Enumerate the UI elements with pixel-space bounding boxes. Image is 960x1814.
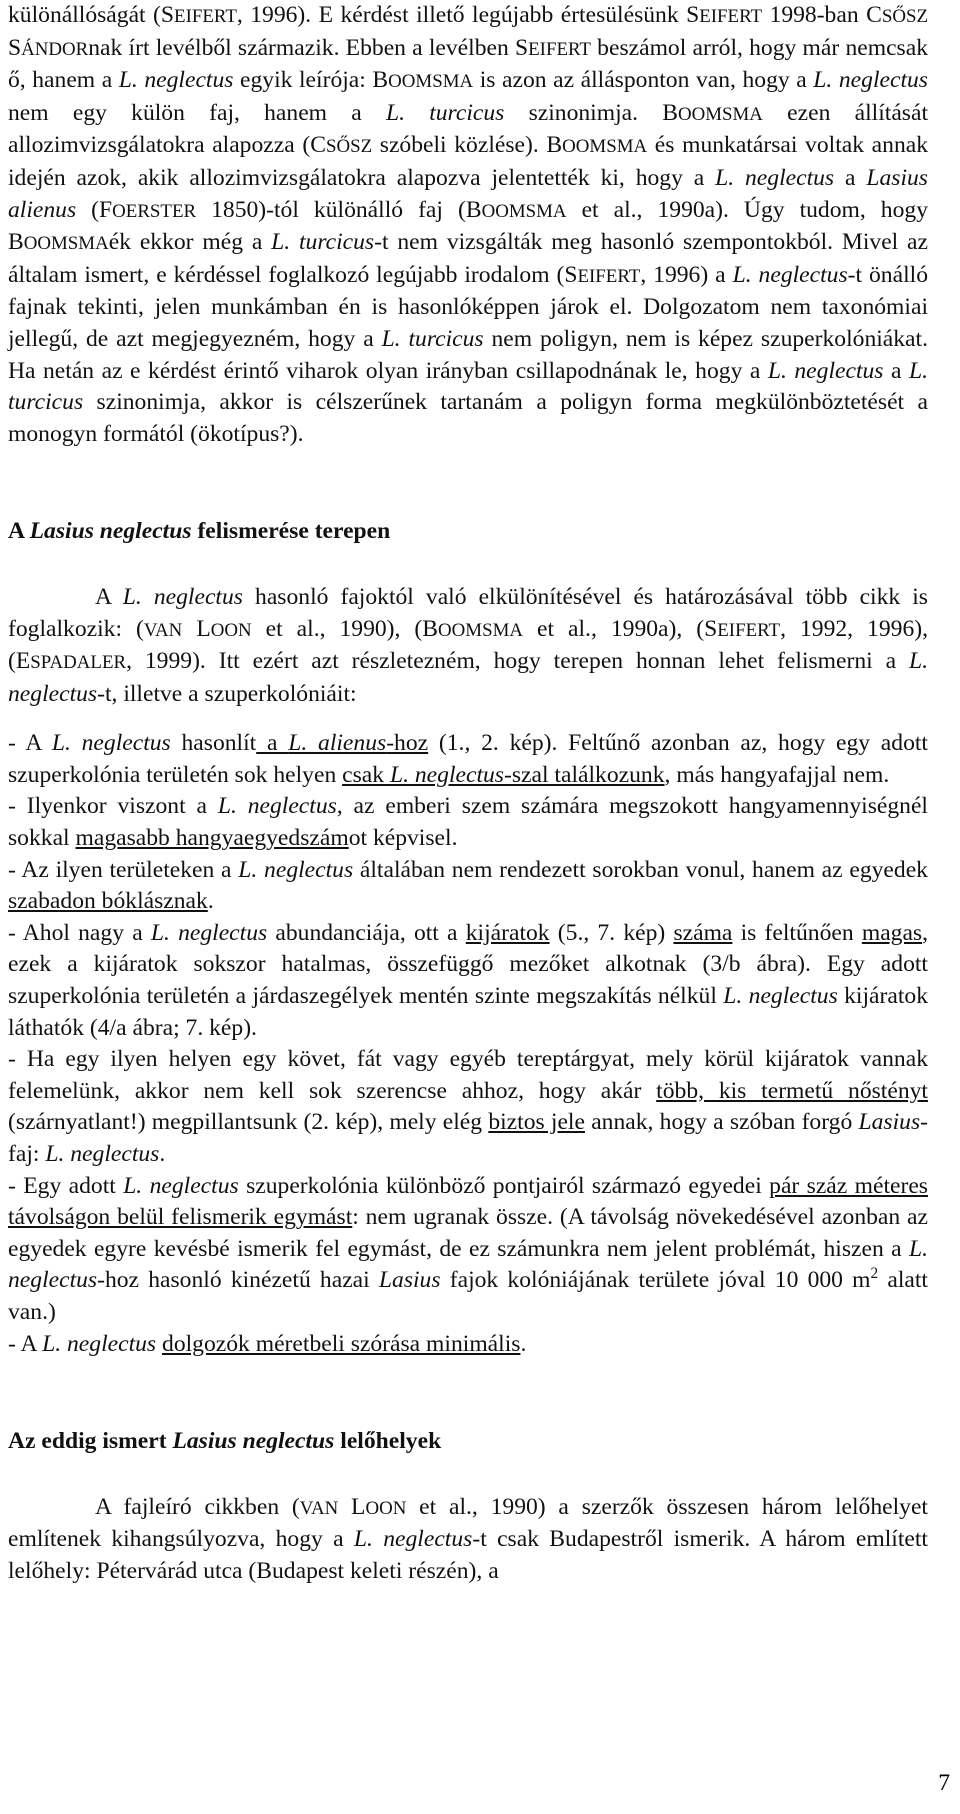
text-run: SŐSZ (325, 136, 373, 158)
text-run: -t csak Budapestről ismerik. A három említett lelőhely: Pétervárád utca (Budapest keleti részén), a (8, 1526, 928, 1584)
text-run: - Egy adott (8, 1172, 124, 1199)
text-run: és munkatársai voltak annak idején azok, akik allozimvizsgálatokra alapozva jelentették ki, hogy a (8, 132, 929, 191)
text-run: . (159, 1141, 166, 1167)
text-run: OERSTER (112, 200, 197, 222)
text-run: S (515, 34, 529, 61)
text-run: OOMSMA (23, 233, 109, 255)
text-run: S (8, 34, 22, 61)
text-run: A fajleíró cikkben ( (95, 1493, 300, 1520)
text-run: nem egy külön faj, hanem a (8, 99, 386, 126)
text-run: -t önálló fajnak tekinti, jelen munkámban én is hasonlóképpen járok el. Dolgozatom nem taxonómiai jellegű, de azt megjegyezném, hogy a (8, 261, 928, 352)
text-run: magas (861, 919, 923, 946)
text-run: L. neglectus (45, 1141, 160, 1167)
text-run: 1998-ban (762, 2, 867, 28)
text-run: hasonlít (170, 730, 257, 757)
text-run: L. alienus (288, 730, 387, 757)
text-run: S (686, 2, 700, 28)
text-run: hasonló fajoktól való elkülönítésével és határozásával több cikk is foglalkozik: ( (8, 583, 928, 642)
document-page (8, 0, 928, 1588)
text-run: (szárnyatlant!) megpillantsunk (2. kép), mely elég (8, 1109, 489, 1136)
text-run: C (866, 2, 882, 28)
text-run: L. neglectus (51, 730, 171, 757)
text-run: egyik leírója: (233, 67, 373, 94)
text-run: . (207, 888, 214, 915)
text-run: SŐSZ (881, 6, 928, 27)
text-run (338, 1494, 351, 1520)
text-run: -szal találkozunk (504, 761, 665, 788)
text-run: a (834, 164, 867, 191)
text-run: B (662, 99, 678, 126)
text-run: L. turcicus (271, 229, 375, 256)
text-run: ( (76, 196, 100, 223)
text-run: nak írt levélből származik. Ebben a levélben (88, 34, 515, 61)
text-run: Lasius alienus (8, 164, 928, 223)
text-run: VAN (299, 1497, 339, 1519)
text-run: , 1992, 1996), ( (8, 615, 928, 675)
text-run: B (372, 67, 389, 94)
text-run: az emberi szem számára megszokott hangyamennyiségnél sokkal (8, 793, 928, 852)
text-run: Lasius neglectus (29, 518, 192, 545)
text-run: Lasius (378, 1267, 441, 1294)
text-run: L. neglectus (118, 67, 234, 94)
bullet-item (8, 728, 928, 791)
text-run: B (465, 196, 482, 223)
text-run: - Ilyenkor viszont a (8, 793, 218, 820)
text-run: L (196, 615, 211, 642)
text-run: szinonimja. (504, 99, 663, 126)
text-run: OOMSMA (677, 103, 763, 125)
text-run: L. neglectus (723, 983, 838, 1010)
text-run (182, 616, 196, 642)
text-run: . (520, 1330, 527, 1357)
text-run: L. neglectus (122, 583, 243, 610)
text-run: 2 (870, 1265, 879, 1283)
text-run: kijáratok (465, 919, 550, 946)
text-run: - Az ilyen területeken a (8, 856, 239, 883)
text-run: -hoz (386, 730, 429, 757)
paragraph-known-locations (8, 1492, 928, 1588)
text-run: szabadon bóklásznak (8, 888, 208, 915)
text-run: , ezek a kijáratok sokszor hatalmas, összefüggő mezőket alkotnak (3/b ábra). Egy adott szuperkolónia területén a járdaszegélyek mentén szinte megszakítás nélkül (8, 919, 929, 1010)
text-run: lelőhelyek (334, 1428, 442, 1455)
text-run: C (310, 132, 326, 159)
text-run: , 1996) a (640, 261, 733, 288)
text-run: annak, hogy a szóban forgó (584, 1109, 859, 1136)
text-run: OOMSMA (562, 136, 648, 158)
text-run: szinonimja, akkor is célszerűnek tartanám a poligyn forma megkülönböztetését a monogyn formától (ökotípus?). (8, 389, 928, 447)
text-run: csak (342, 761, 390, 788)
text-run: -hoz hasonló kinézetű hazai (97, 1267, 379, 1294)
paragraph-identification-intro (8, 582, 928, 710)
text-run: abundanciája, ott a (267, 919, 466, 946)
bullet-item (8, 1171, 928, 1329)
text-run: ot képvisel. (348, 825, 458, 852)
text-run: EIFERT (699, 6, 763, 27)
text-run: L. neglectus (8, 648, 928, 707)
text-run: VAN (143, 619, 183, 641)
text-run: S (160, 2, 175, 28)
text-run: dolgozók méretbeli szórása minimális (162, 1330, 521, 1357)
spacer (8, 1360, 928, 1426)
text-run: (1., 2. kép). Feltűnő azonban az, hogy egy adott szuperkolónia területén sok helyen (8, 730, 928, 788)
text-run: L. neglectus (715, 164, 835, 191)
text-run: et al., 1990a). Úgy tudom, hogy (566, 196, 928, 223)
text-run: - Ha egy ilyen helyen egy követ, fát vagy egyéb tereptárgyat, mely körül kijáratok vannak felemelünk, akkor nem kell sok szerencse ahhoz, hogy akár (8, 1046, 928, 1104)
text-run: L. neglectus (42, 1330, 157, 1357)
text-run: alatt van.) (8, 1267, 928, 1325)
text-run: - A (8, 730, 52, 757)
text-run: (5., 7. kép) (549, 919, 674, 946)
text-run: L. neglectus (150, 919, 268, 946)
section-heading-field-identification (8, 516, 928, 548)
text-run: fajok kolóniájának területe jóval 10 000 m (440, 1267, 871, 1294)
text-run: szóbeli közlése). (372, 132, 547, 159)
text-run: , 1996). E kérdést illető legújabb értesülésünk (236, 2, 687, 28)
text-run: beszámol arról, hogy már nemcsak ő, hanem a (8, 34, 928, 94)
text-run: Lasius neglectus (172, 1428, 335, 1455)
spacer (8, 1458, 928, 1492)
text-run: több, kis termetű nőstényt (656, 1077, 928, 1104)
text-run: szuperkolónia különböző pontjairól származó egyedei (238, 1172, 770, 1199)
text-run: felismerése terepen (191, 518, 391, 545)
text-run: OON (365, 1497, 407, 1519)
text-run: B (422, 615, 439, 642)
text-run: A (95, 583, 123, 610)
text-run: - A (8, 1330, 43, 1357)
text-run: OOMSMA (388, 71, 474, 93)
text-run: OON (210, 619, 252, 641)
text-run: -t nem vizsgálták meg hasonló szempontokból. Mivel az általam ismert, e kérdéssel foglalkozó legújabb irodalom ( (8, 229, 929, 288)
text-run: B (546, 132, 563, 159)
text-run: EIFERT (717, 619, 781, 641)
text-run: -t, illetve a szuperkolóniáit: (97, 680, 357, 707)
bullet-item (8, 855, 928, 918)
text-run: S (704, 615, 718, 642)
text-run: : nem ugranak össze. (A távolság növekedésével azonban az egyedek egyre kevésbé ismerik fel egymást, de ez számunkra nem jelent problémát, hiszen a (8, 1204, 928, 1262)
text-run: , 1999). Itt ezért azt részletezném, hogy terepen honnan lehet felismerni a (126, 648, 909, 675)
identification-bullet-list (8, 728, 928, 1360)
page-number: 7 (938, 1770, 950, 1796)
bullet-item (8, 1329, 928, 1361)
section-heading-known-locations (8, 1426, 928, 1458)
text-run: ék ekkor még a (108, 229, 272, 256)
text-run: EIFERT (577, 265, 641, 287)
text-run: ezen állítását allozimvizsgálatokra alapozza ( (8, 99, 928, 159)
text-run: L. turcicus (8, 357, 928, 416)
text-run: -faj: (8, 1109, 928, 1167)
text-run: 1850)-tól különálló faj ( (196, 196, 466, 223)
text-run: száma (673, 919, 733, 946)
text-run: L. neglectus (8, 1235, 928, 1294)
text-run: OOMSMA (481, 200, 567, 222)
text-run: L (351, 1493, 366, 1520)
spacer (8, 548, 928, 582)
bullet-item (8, 1044, 928, 1170)
text-run: L. neglectus (732, 261, 848, 288)
text-run: et al., 1990) a szerzők összesen három lelőhelyet említenek kihangsúlyozva, hogy a (8, 1493, 928, 1553)
bullet-item (8, 918, 928, 1044)
text-run: pár száz méteres távolságon belül felismerik egymást (8, 1172, 928, 1231)
text-run: L. turcicus (381, 325, 484, 352)
text-run: F (99, 196, 113, 223)
spacer (8, 710, 928, 728)
text-run: nem poligyn, nem is képez szuperkolóniákat. Ha netán az e kérdést érintő viharok olyan irányban csillapodnának le, hogy a (8, 325, 928, 384)
text-run: ÁNDOR (21, 38, 89, 60)
text-run: különállóságát ( (8, 2, 161, 28)
text-run: L. neglectus (767, 357, 884, 384)
text-run: et al., 1990), ( (251, 615, 423, 642)
text-run: A (8, 518, 30, 545)
text-run: L. neglectus (353, 1526, 473, 1553)
text-run: L. neglectus (813, 67, 928, 94)
text-run: L. neglectus, (217, 793, 343, 820)
text-run: is azon az állásponton van, hogy a (473, 67, 814, 94)
text-run: L. neglectus (238, 856, 354, 883)
text-run: et al., 1990a), ( (523, 615, 705, 642)
text-run: Lasius (858, 1109, 921, 1136)
text-run: magasabb hangyaegyedszám (75, 825, 349, 852)
text-run: L. turcicus (385, 99, 505, 126)
text-run: SPADALER (30, 652, 127, 674)
text-run: - Ahol nagy a (8, 919, 151, 946)
text-run: EIFERT (174, 6, 237, 27)
text-run: a (883, 357, 909, 384)
text-run: EIFERT (528, 38, 591, 60)
spacer (8, 450, 928, 516)
text-run: OOMSMA (438, 619, 524, 641)
bullet-item (8, 791, 928, 854)
text-run: általában nem rendezett sorokban vonul, hanem az egyedek (353, 856, 928, 883)
text-run: biztos jele (488, 1109, 585, 1136)
text-run: L. neglectus (123, 1172, 239, 1199)
text-run: L. neglectus (389, 761, 504, 788)
paragraph-taxonomy (8, 0, 928, 450)
text-run: B (8, 229, 24, 256)
text-run: Az eddig ismert (8, 1428, 173, 1455)
text-run: S (564, 261, 578, 288)
text-run: kijáratok láthatók (4/a ábra; 7. kép). (8, 983, 928, 1041)
text-run: a (256, 730, 289, 757)
text-run: E (15, 648, 31, 675)
text-run: , más hangyafajjal nem. (664, 761, 890, 788)
text-run: is feltűnően (732, 919, 862, 946)
